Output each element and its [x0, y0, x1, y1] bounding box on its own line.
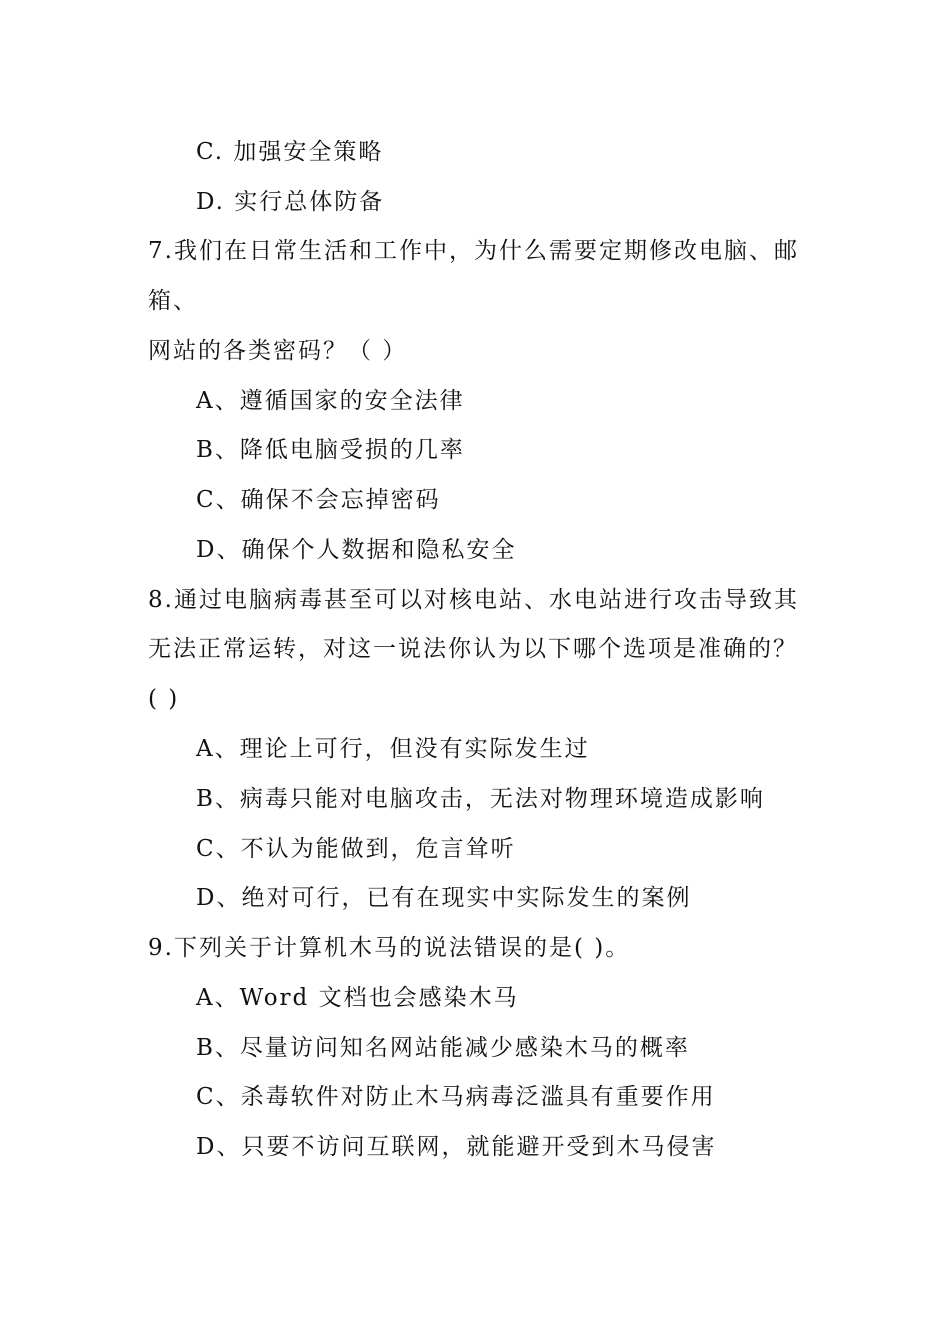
q8-stem-line-3: ( )	[148, 686, 180, 712]
q7-option-c: C、确保不会忘掉密码	[196, 487, 441, 513]
q7-option-d: D、确保个人数据和隐私安全	[196, 537, 517, 563]
q7-stem-line-2: 箱、	[148, 288, 198, 314]
q8-stem-line-2: 无法正常运转，对这一说法你认为以下哪个选项是准确的？	[148, 636, 798, 662]
q6-option-c: C. 加强安全策略	[196, 139, 384, 165]
q6-option-d: D. 实行总体防备	[196, 189, 385, 215]
q9-option-c: C、杀毒软件对防止木马病毒泛滥具有重要作用	[196, 1084, 716, 1110]
q7-option-a: A、遵循国家的安全法律	[196, 388, 465, 414]
q7-stem-line-3: 网站的各类密码？（ ）	[148, 338, 408, 364]
q9-option-a: A、Word 文档也会感染木马	[196, 985, 519, 1011]
q9-option-d: D、只要不访问互联网，就能避开受到木马侵害	[196, 1134, 717, 1160]
q9-option-b: B、尽量访问知名网站能减少感染木马的概率	[196, 1035, 690, 1061]
q8-option-d: D、绝对可行，已有在现实中实际发生的案例	[196, 885, 692, 911]
q7-stem-line-1: 7.我们在日常生活和工作中，为什么需要定期修改电脑、邮	[148, 238, 799, 264]
q8-stem-line-1: 8.通过电脑病毒甚至可以对核电站、水电站进行攻击导致其	[148, 587, 799, 613]
q8-option-a: A、理论上可行，但没有实际发生过	[196, 736, 590, 762]
q8-option-b: B、病毒只能对电脑攻击，无法对物理环境造成影响	[196, 786, 765, 812]
q8-option-c: C、不认为能做到，危言耸听	[196, 836, 516, 862]
q9-stem-line-1: 9.下列关于计算机木马的说法错误的是( )。	[148, 935, 631, 961]
q7-option-b: B、降低电脑受损的几率	[196, 437, 465, 463]
